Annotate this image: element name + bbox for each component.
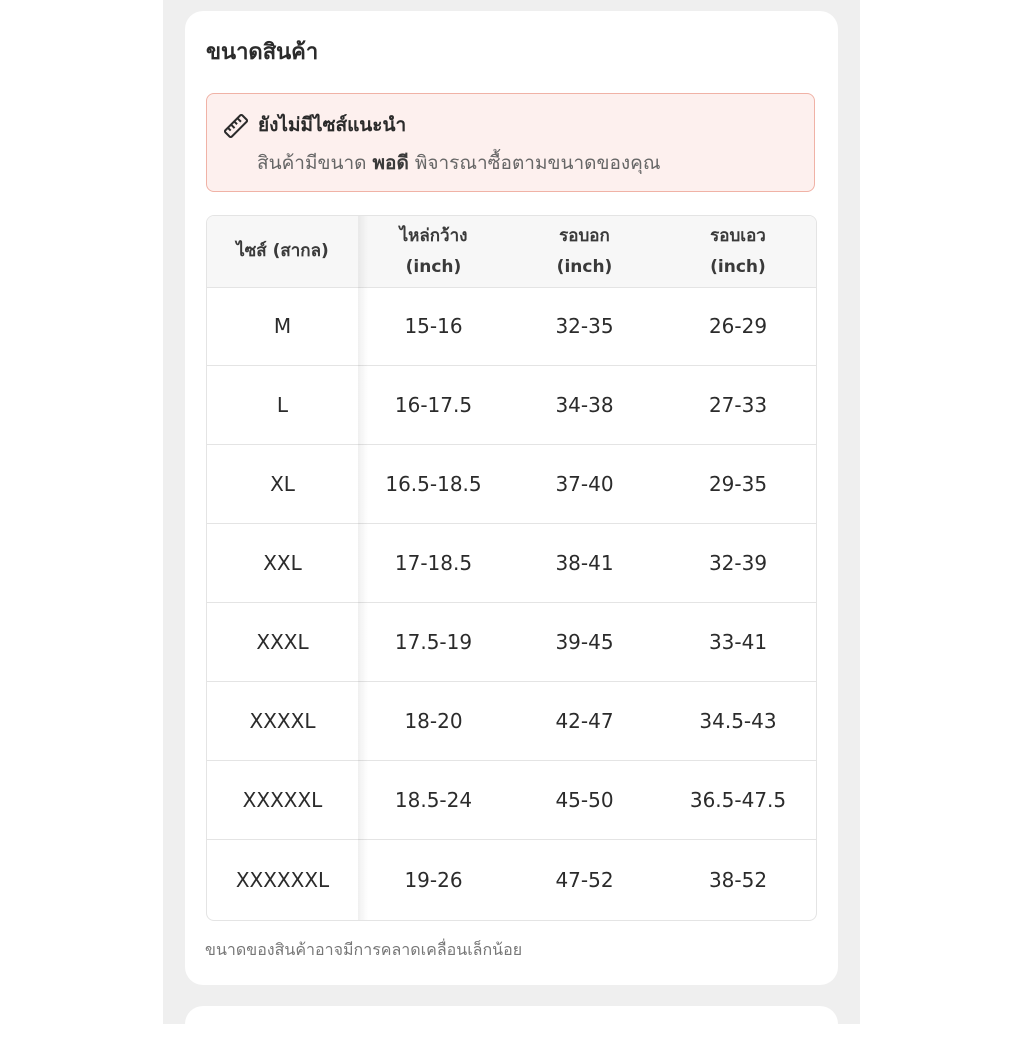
cell-waist: 38-52	[708, 867, 768, 892]
table-row	[207, 840, 816, 919]
cell-waist: 32-39	[708, 551, 768, 575]
header-shoulder	[358, 216, 509, 287]
cell-waist: 33-41	[708, 630, 768, 654]
notice-text-before: สินค้ามีขนาด	[257, 152, 373, 174]
header-chest-line1: รอบอก	[559, 225, 610, 246]
cell-chest: 47-52	[555, 867, 614, 892]
ruler-icon	[223, 113, 249, 139]
header-chest-line2: (inch)	[556, 256, 613, 277]
header-shoulder-line1: ไหล่กว้าง	[399, 225, 468, 246]
header-waist-line2: (inch)	[710, 256, 766, 277]
cell-waist: 36.5-47.5	[689, 788, 787, 812]
card-title: ขนาดสินค้า	[206, 40, 319, 65]
cell-shoulder: 16.5-18.5	[385, 472, 482, 496]
cell-shoulder: 16-17.5	[394, 393, 473, 417]
notice-title: ยังไม่มีไซส์แนะนำ	[258, 114, 407, 136]
table-header-row	[207, 216, 816, 288]
cell-size: L	[276, 393, 289, 417]
notice-text	[257, 149, 661, 177]
cell-size: XXXL	[256, 630, 309, 654]
cell-shoulder: 17-18.5	[394, 551, 473, 575]
cell-shoulder: 18-20	[404, 709, 463, 733]
table-row	[207, 287, 816, 366]
cell-chest: 38-41	[555, 551, 614, 575]
size-footnote: ขนาดของสินค้าอาจมีการคลาดเคลื่อนเล็กน้อย	[205, 940, 523, 959]
cell-chest: 39-45	[555, 630, 614, 654]
next-card	[185, 1006, 838, 1046]
notice-text-after: พิจารณาซื้อตามขนาดของคุณ	[408, 152, 661, 174]
cell-waist: 34.5-43	[699, 709, 777, 733]
cell-chest: 34-38	[555, 393, 614, 417]
size-chart-card	[185, 11, 838, 985]
cell-waist: 27-33	[708, 393, 768, 417]
header-chest	[509, 216, 660, 287]
size-recommendation-notice	[206, 93, 815, 192]
table-row	[207, 445, 816, 524]
cell-size: XXXXL	[249, 709, 316, 733]
cell-chest: 45-50	[555, 788, 614, 812]
cell-size: XL	[270, 472, 295, 496]
header-waist	[660, 216, 816, 287]
cell-shoulder: 19-26	[404, 867, 463, 892]
table-row	[207, 603, 816, 682]
cell-shoulder: 15-16	[404, 314, 463, 338]
header-size-line1: ไซส์ (สากล)	[236, 241, 329, 261]
table-row	[207, 761, 816, 840]
cell-shoulder: 18.5-24	[394, 788, 473, 812]
cell-size: XXXXXL	[242, 788, 323, 812]
header-size	[207, 216, 358, 287]
cell-chest: 37-40	[555, 472, 614, 496]
header-shoulder-line2: (inch)	[405, 256, 462, 277]
cell-size: XXXXXXL	[235, 867, 330, 892]
table-row	[207, 682, 816, 761]
cell-chest: 32-35	[555, 314, 614, 338]
cell-size: XXL	[263, 551, 302, 575]
header-waist-line1: รอบเอว	[710, 225, 766, 246]
size-table	[206, 215, 817, 921]
cell-shoulder: 17.5-19	[394, 630, 473, 654]
table-row	[207, 366, 816, 445]
table-row	[207, 524, 816, 603]
cell-waist: 26-29	[708, 314, 768, 338]
cell-waist: 29-35	[708, 472, 768, 496]
cell-chest: 42-47	[555, 709, 614, 733]
notice-text-bold: พอดี	[372, 152, 409, 174]
cell-size: M	[273, 314, 292, 338]
